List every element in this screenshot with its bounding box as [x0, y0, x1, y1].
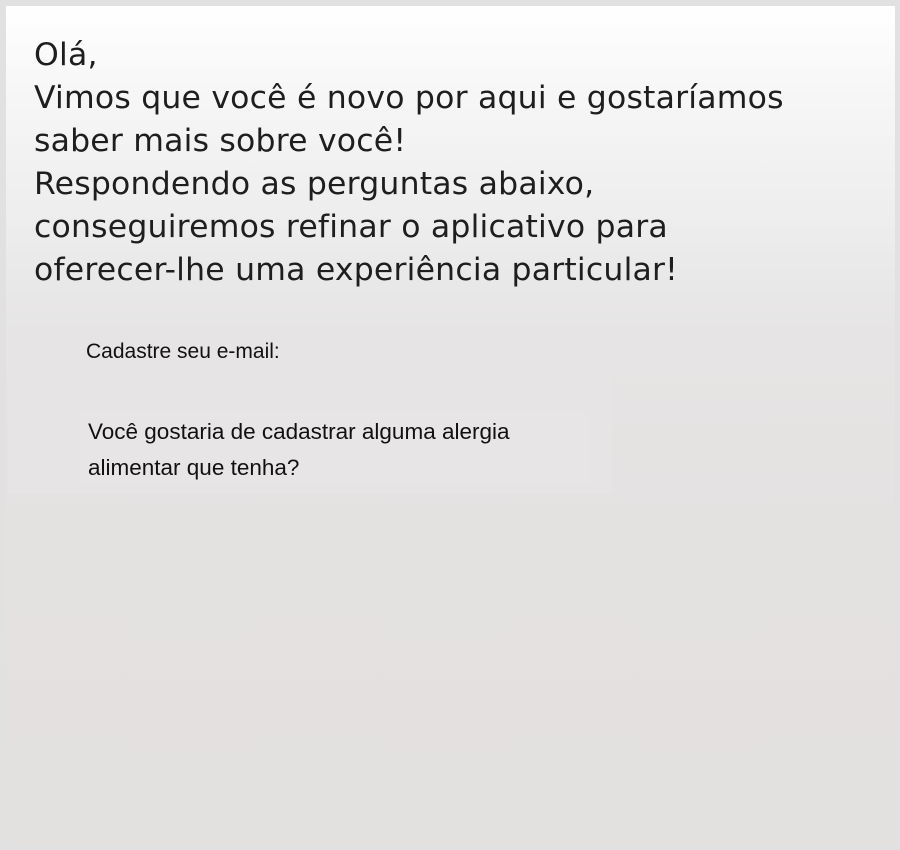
welcome-line: Respondendo as perguntas abaixo,	[34, 166, 595, 202]
welcome-greeting: Olá,	[34, 37, 98, 73]
allergy-question-label	[88, 414, 608, 486]
allergy-question-line: alimentar que tenha?	[88, 455, 300, 480]
welcome-line: saber mais sobre você!	[34, 123, 407, 159]
welcome-line: Vimos que você é novo por aqui e gostaríamos	[34, 80, 784, 116]
email-field-label: Cadastre seu e-mail:	[86, 340, 280, 363]
allergy-question-line: Você gostaria de cadastrar alguma alergia	[88, 419, 510, 444]
welcome-line: oferecer-lhe uma experiência particular!	[34, 252, 678, 288]
welcome-message	[34, 34, 874, 292]
welcome-line: conseguiremos refinar o aplicativo para	[34, 209, 668, 245]
